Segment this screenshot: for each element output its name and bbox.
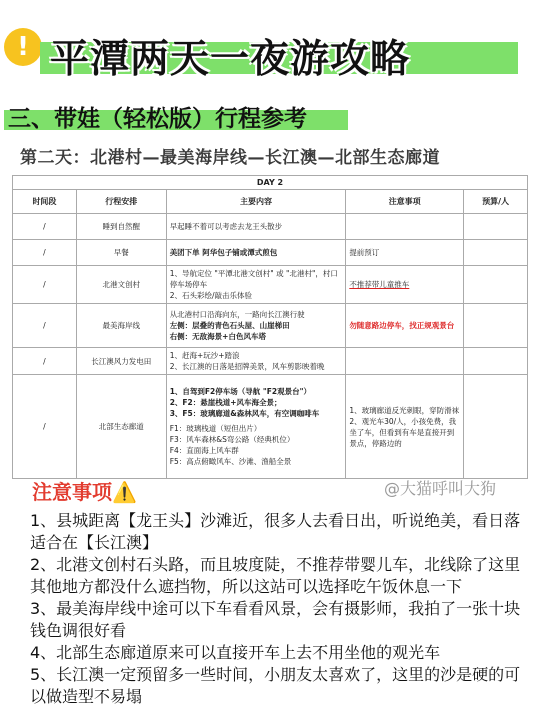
note-item: 4、北部生态廊道原来可以直接开车上去不用坐他的观光车: [30, 643, 441, 662]
cell-plan: 早餐: [76, 240, 166, 266]
cell-plan: 北部生态廊道: [76, 375, 166, 479]
cell-plan: 最美海岸线: [76, 304, 166, 348]
cell-content: [166, 304, 346, 348]
note-item: 1、县城距离【龙王头】沙滩近，很多人去看日出，听说绝美，看日落适合在【长江澳】: [30, 511, 521, 552]
table-row: [13, 375, 528, 479]
content-line: F5：高点俯瞰风车、沙滩、渔船全景: [169, 457, 292, 466]
warning-icon: !: [4, 28, 42, 66]
table-row: [13, 240, 528, 266]
cell-content: [166, 375, 346, 479]
day-route-subtitle: 第二天：北港村—最美海岸线—长江澳—北部生态廊道: [20, 148, 440, 168]
content-line: 1、自驾到F2停车场（导航 "F2观景台"）: [169, 387, 312, 396]
itinerary-table: [12, 175, 528, 479]
cell-plan: 北港文创村: [76, 266, 166, 304]
header-note: 注意事项: [346, 190, 464, 214]
cell-budget: [464, 214, 528, 240]
header: [0, 0, 540, 100]
content-line: F4：直面海上风车群: [169, 446, 239, 455]
cell-note: [346, 348, 464, 375]
cell-budget: [464, 266, 528, 304]
page-title: 平潭两天一夜游攻略: [50, 37, 411, 82]
content-line: 2、F2：悬崖栈道+风车海全景；: [169, 398, 282, 407]
cell-content: [166, 348, 346, 375]
cell-plan: 睡到自然醒: [76, 214, 166, 240]
cell-content: 早起睡不着可以考虑去龙王头散步: [166, 214, 346, 240]
table-row: [13, 214, 528, 240]
content-line: F3：风车森林&S弯公路（经典机位）: [169, 435, 295, 444]
cell-content: [166, 266, 346, 304]
header-budget: 预算/人: [464, 190, 528, 214]
watermark: @大猫呼叫大狗: [384, 479, 497, 498]
cell-time: /: [13, 240, 77, 266]
day-label: DAY 2: [13, 176, 528, 190]
table-row: [13, 304, 528, 348]
note-item: 5、长江澳一定预留多一些时间，小朋友太喜欢了，这里的沙是硬的可以做造型不易塌: [30, 665, 521, 706]
header-plan: 行程安排: [76, 190, 166, 214]
content-line: 3、F5：玻璃廊道&森林风车，有空调咖啡车: [169, 409, 320, 418]
content-line: 1、赶海+玩沙+踏浪: [169, 351, 240, 360]
cell-content: 美团下单 阿华包子铺或潭式煎包: [166, 240, 346, 266]
content-line: 从北港村口沿海向东，一路向长江澳行驶: [169, 310, 305, 319]
section-title: 三、带娃（轻松版）行程参考: [8, 106, 307, 132]
header-time: 时间段: [13, 190, 77, 214]
table-row: [13, 266, 528, 304]
cell-note: [346, 214, 464, 240]
note-item: 2、北港文创村石头路，而且坡度陡，不推荐带婴儿车，北线除了这里其他地方都没什么遮挡物，所以这站可以选择吃午饭休息一下: [30, 555, 521, 596]
table-header: [13, 190, 528, 214]
table-row: [13, 348, 528, 375]
content-line: 左侧：层叠的青色石头屋、山崖梯田: [169, 321, 290, 330]
cell-budget: [464, 348, 528, 375]
notes-heading: 注意事项⚠️: [32, 480, 137, 504]
cell-note: 1、玻璃廊道反光刺眼，穿防滑袜 2、观光车30/人，小孩免费，我坐了车，但看到有车是直接开到景点，停路边的: [346, 375, 464, 479]
content-line: 1、导航定位 "平潭北港文创村" 或 "北港村"，村口停车场停车: [169, 269, 338, 289]
cell-time: /: [13, 214, 77, 240]
cell-note: 勿随意路边停车，找正规观景台: [346, 304, 464, 348]
cell-time: /: [13, 375, 77, 479]
cell-budget: [464, 375, 528, 479]
cell-time: /: [13, 304, 77, 348]
content-line: 2、长江澳的日落是招牌美景，风车剪影映着晚: [169, 362, 325, 371]
cell-time: /: [13, 348, 77, 375]
cell-note: 提前预订: [346, 240, 464, 266]
cell-budget: [464, 304, 528, 348]
cell-budget: [464, 240, 528, 266]
notes-list: [30, 510, 530, 708]
content-line: 右侧：无敌海景+白色风车塔: [169, 332, 266, 341]
cell-plan: 长江澳风力发电田: [76, 348, 166, 375]
cell-note: 不推荐带儿童推车: [346, 266, 464, 304]
day-row: [13, 176, 528, 190]
cell-time: /: [13, 266, 77, 304]
note-item: 3、最美海岸线中途可以下车看看风景，会有摄影师，我拍了一张十块钱色调很好看: [30, 599, 521, 640]
content-line: F1：玻璃栈道（短但出片）: [169, 424, 262, 433]
header-content: 主要内容: [166, 190, 346, 214]
content-line: 2、石头彩绘/敲击乐体验: [169, 291, 252, 300]
